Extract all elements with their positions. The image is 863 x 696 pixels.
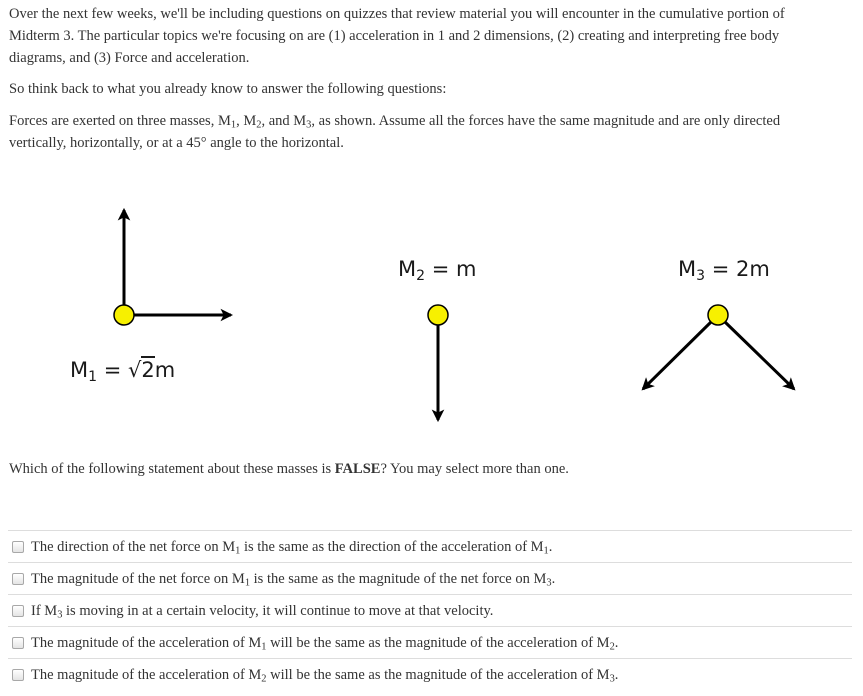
problem-text: Forces are exerted on three masses, M [9,113,231,129]
m1-label-sub: 1 [88,369,98,386]
m3-label-sub: 3 [696,268,706,285]
sqrt-radicand: 2 [141,358,155,382]
question-text: ? You may select more than one. [380,461,569,477]
option-text: . [614,666,619,683]
subscript: 2 [256,119,262,131]
option-checkbox[interactable] [12,637,24,649]
problem-statement [9,110,829,154]
question-prompt [9,458,829,480]
option-text: is moving in at a certain velocity, it will continue to move at that velocity. [62,602,494,619]
answer-option-1[interactable] [8,530,852,562]
m3-label-rest: = 2m [705,257,770,281]
option-text: The magnitude of the acceleration of M [31,634,262,651]
problem-text: , and M [261,113,307,129]
answer-option-2[interactable] [8,562,852,594]
option-checkbox[interactable] [12,605,24,617]
option-text: is the same as the magnitude of the net force on M [250,570,547,587]
subscript: 1 [543,545,549,557]
subscript: 1 [235,545,241,557]
m2-label-sub: 2 [416,268,426,285]
m3-label [678,257,770,285]
question-text: Which of the following statement about these masses is [9,461,335,477]
m1-label-m: M [70,358,89,382]
option-text: The direction of the net force on M [31,538,236,555]
mass-m1 [114,305,134,325]
answer-option-4[interactable] [8,626,852,658]
subscript: 3 [306,119,312,131]
subscript: 3 [609,673,615,685]
instruction-paragraph: So think back to what you already know to answer the following questions: [9,81,447,97]
sqrt-sign: √ [128,358,142,382]
option-label [31,601,493,621]
option-checkbox[interactable] [12,541,24,553]
m1-label-unit: m [154,358,176,382]
m3-label-m: M [678,257,697,281]
option-text: If M [31,602,58,619]
option-checkbox[interactable] [12,669,24,681]
option-label [31,537,552,557]
option-text: will be the same as the magnitude of the acceleration of M [266,666,610,683]
m1-label [70,358,176,386]
m2-label [398,257,477,285]
option-label [31,665,618,685]
m2-label-rest: = m [425,257,477,281]
option-text: is the same as the direction of the acceleration of M [240,538,544,555]
subscript: 1 [261,641,267,653]
option-text: . [614,634,619,651]
option-label [31,569,555,589]
subscript: 3 [57,609,63,621]
m3-down-left-force-arrow [643,322,711,389]
mass-m2 [428,305,448,325]
question-emphasis: FALSE [334,461,381,477]
option-text: will be the same as the magnitude of the acceleration of M [266,634,610,651]
m2-label-m: M [398,257,417,281]
m3-down-right-force-arrow [725,322,794,389]
answer-options [8,530,852,690]
option-label [31,633,618,653]
subscript: 3 [546,577,552,589]
subscript: 2 [609,641,615,653]
option-text: The magnitude of the acceleration of M [31,666,262,683]
subscript: 1 [244,577,251,589]
option-text: The magnitude of the net force on M [31,570,245,587]
intro-paragraph: Over the next few weeks, we'll be including questions on quizzes that review material you will encounter in the cumulative portion of Midterm 3. The particular topics we're focusing on are (1) acceleration in 1 and 2 dimensions, (2) creating and interpreting free body diagrams, and (3) Force and acceleration. [9,6,785,66]
m1-label-eq: = [97,358,128,382]
answer-option-5[interactable] [8,658,852,690]
option-text: . [551,570,556,587]
option-checkbox[interactable] [12,573,24,585]
subscript: 2 [261,673,267,685]
force-diagram [0,160,863,450]
answer-option-3[interactable] [8,594,852,626]
force-diagram-svg [0,160,863,450]
option-text: . [548,538,553,555]
problem-text: , M [236,113,257,129]
problem-text: , as shown. Assume all the forces have the same magnitude and are only directed vertically, horizontally, or at a 45° angle to the horizontal. [9,113,781,151]
subscript: 1 [230,119,237,131]
mass-m3 [708,305,728,325]
